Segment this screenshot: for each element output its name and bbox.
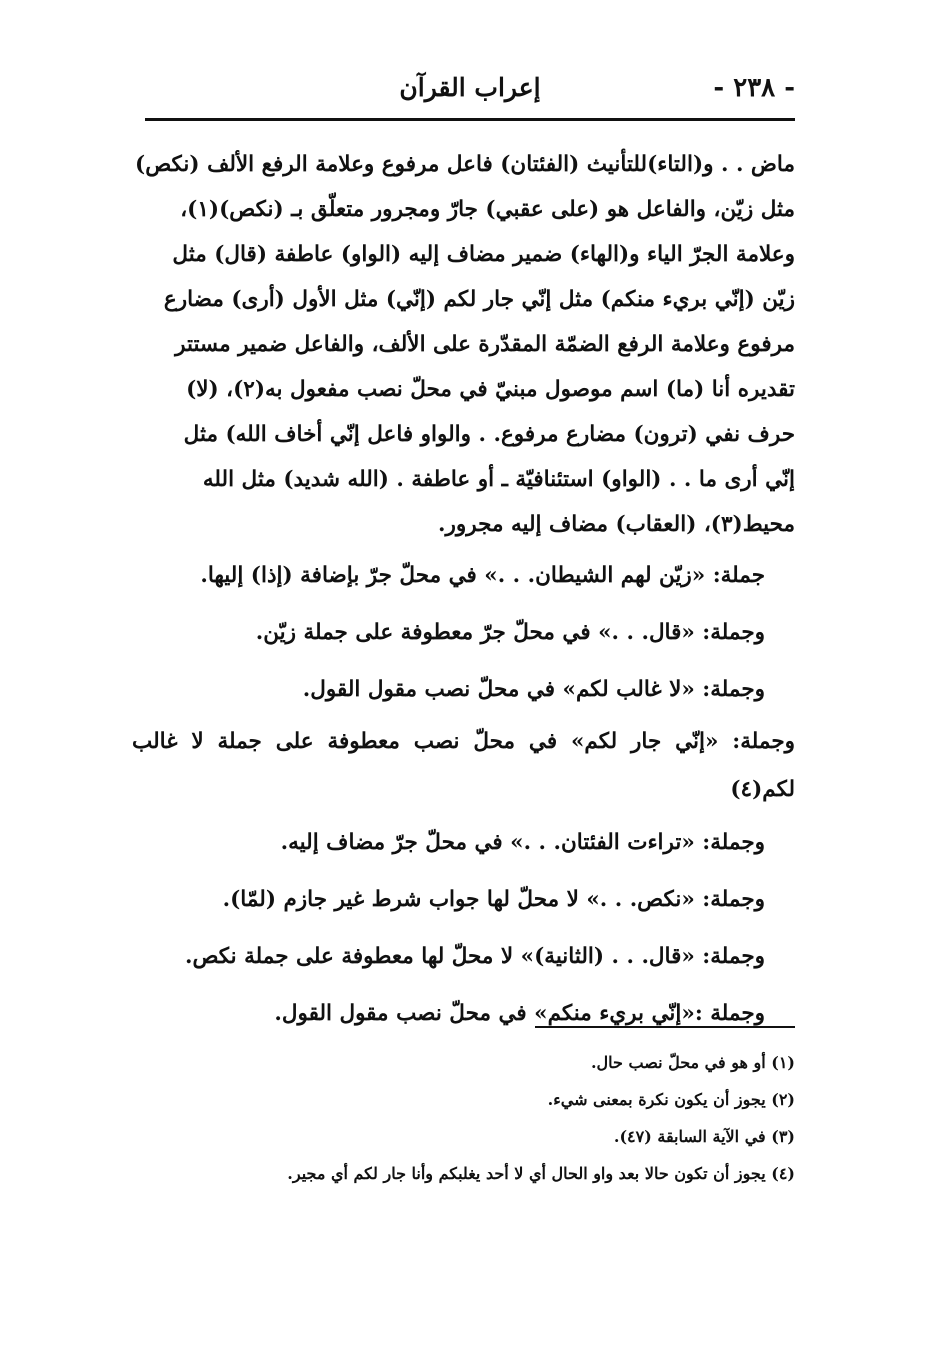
footnote-item: (١) أو هو في محلّ نصب حال. (590, 1053, 795, 1072)
sentence-item: وجملة: «لا غالب لكم» في محلّ نصب مقول القول. (302, 677, 765, 702)
paragraph-line: وعلامة الجرّ الياء و(الهاء) ضمير مضاف إليه (الواو) عاطفة (قال) مثل (172, 242, 795, 267)
sentence-item: وجملة: «إنّي جار لكم» في محلّ نصب معطوفة على جملة لا غالب لكم(٤) (132, 729, 795, 802)
paragraph-line: مثل زيّن، والفاعل هو (على عقبي) جارّ ومجرور متعلّق بـ (نكص)(١)، (180, 197, 795, 222)
paragraph-line: محيط(٣)، (العقاب) مضاف إليه مجرور. (437, 512, 795, 537)
paragraph-line: إنّي أرى ما . . (الواو) استئنافيّة ـ أو عاطفة . (الله شديد) مثل الله (202, 467, 795, 492)
footnotes (135, 1044, 795, 1192)
paragraph-line: ماض . . و(التاء)للتأنيث (الفئتان) فاعل مرفوع وعلامة الرفع الألف (نكص) (135, 152, 795, 177)
header-divider (145, 118, 795, 121)
main-text (132, 142, 795, 1042)
sentence-item: جملة: «زيّن لهم الشيطان. . .» في محلّ جرّ بإضافة (إذا) إليها. (200, 563, 765, 588)
running-title: إعراب القرآن (399, 73, 541, 102)
sentence-item: وجملة: «نكص. . .» لا محلّ لها جواب شرط غير جازم (لمّا). (222, 887, 765, 912)
page-header (145, 68, 795, 112)
sentence-item: وجملة :«إنّي بريء منكم» في محلّ نصب مقول القول. (274, 1001, 765, 1026)
paragraph-line: زيّن (إنّي بريء منكم) مثل إنّي جار لكم (إنّي) مثل الأول (أرى) مضارع (163, 287, 795, 312)
page-number: - ٢٣٨ - (713, 73, 795, 103)
footnote-divider (535, 1026, 795, 1028)
sentence-list (132, 547, 795, 1042)
grammar-paragraph (132, 142, 795, 547)
paragraph-line: مرفوع وعلامة الرفع الضمّة المقدّرة على الألف، والفاعل ضمير مستتر (175, 332, 795, 357)
sentence-item: وجملة: «قال. . . (الثانية)» لا محلّ لها معطوفة على جملة نكص. (184, 944, 765, 969)
paragraph-line: تقديره أنا (ما) اسم موصول مبنيّ في محلّ نصب مفعول به(٢)، (لا) (186, 377, 795, 402)
footnote-item: (٤) يجوز أن تكون حالا بعد واو الحال أي لا أحد يغلبكم وأنا جار لكم أي مجير. (287, 1164, 795, 1183)
paragraph-line: حرف نفي (ترون) مضارع مرفوع. . والواو فاعل إنّي أخاف الله) مثل (183, 422, 795, 447)
footnote-item: (٢) يجوز أن يكون نكرة بمعنى شيء. (547, 1090, 795, 1109)
sentence-item: وجملة: «تراءت الفئتان. . .» في محلّ جرّ مضاف إليه. (280, 830, 765, 855)
footnote-item: (٣) في الآية السابقة (٤٧). (613, 1127, 795, 1146)
sentence-item: وجملة: «قال. . .» في محلّ جرّ معطوفة على جملة زيّن. (255, 620, 765, 645)
